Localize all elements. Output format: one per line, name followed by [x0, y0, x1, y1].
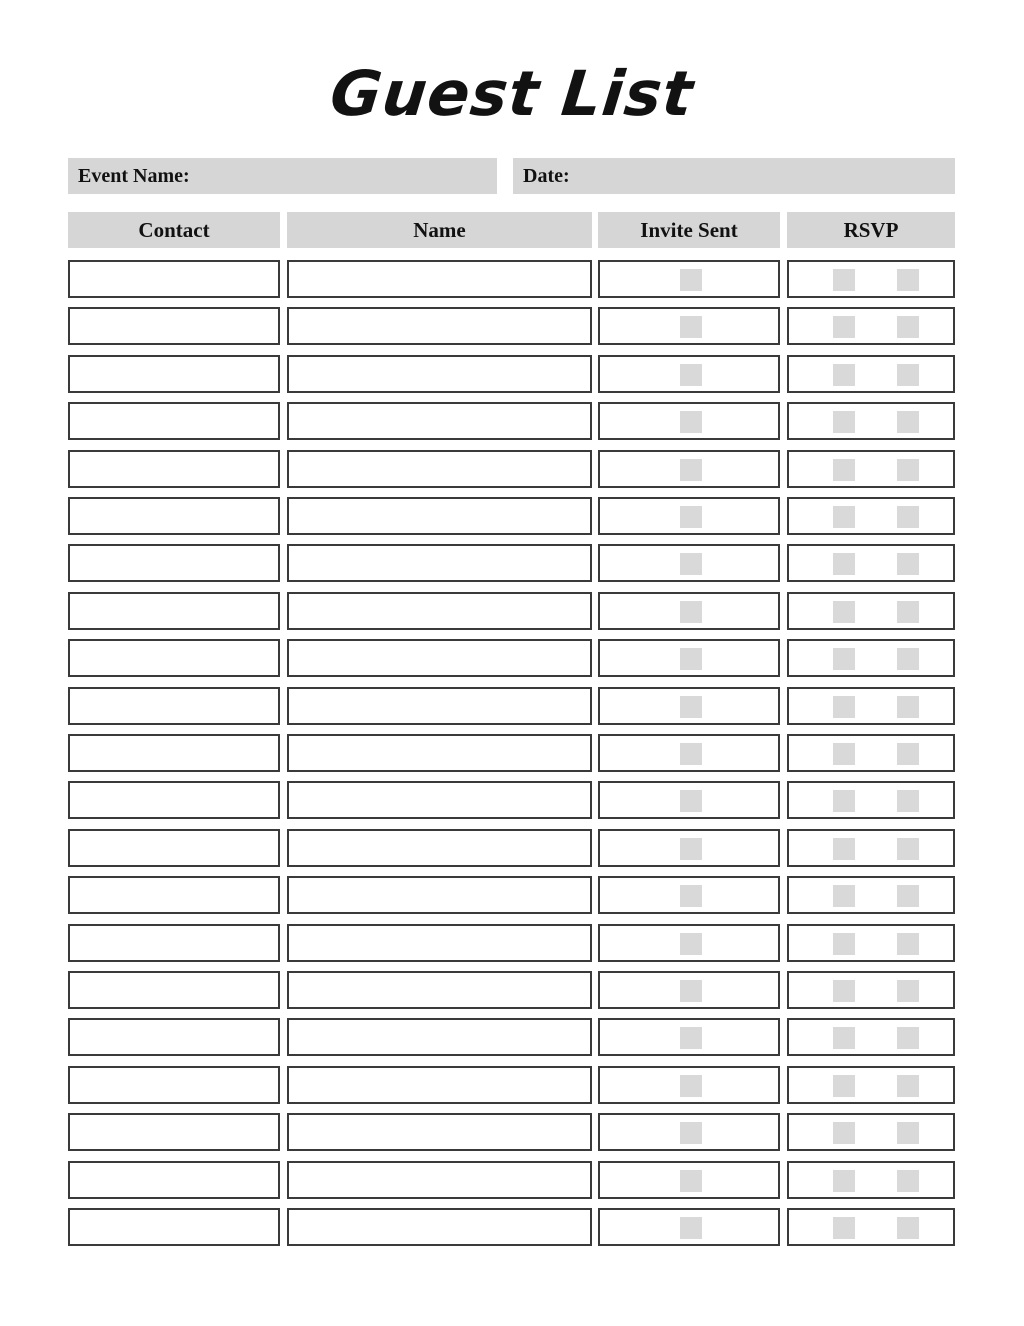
- rsvp-checkbox-2[interactable]: [897, 933, 919, 955]
- table-row: [0, 971, 1024, 1009]
- cell-rsvp: [787, 876, 955, 914]
- table-row: [0, 402, 1024, 440]
- table-row: [0, 260, 1024, 298]
- rsvp-checkbox-1[interactable]: [833, 696, 855, 718]
- invite-sent-checkbox[interactable]: [680, 696, 702, 718]
- cell-invite-sent: [598, 639, 780, 677]
- cell-rsvp: [787, 971, 955, 1009]
- cell-contact[interactable]: [68, 876, 280, 914]
- cell-name[interactable]: [287, 876, 592, 914]
- rsvp-checkbox-1[interactable]: [833, 790, 855, 812]
- rsvp-checkbox-2[interactable]: [897, 648, 919, 670]
- cell-invite-sent: [598, 876, 780, 914]
- invite-sent-checkbox[interactable]: [680, 743, 702, 765]
- table-row: [0, 1161, 1024, 1199]
- rsvp-checkbox-2[interactable]: [897, 269, 919, 291]
- invite-sent-checkbox[interactable]: [680, 1122, 702, 1144]
- cell-rsvp: [787, 355, 955, 393]
- cell-invite-sent: [598, 1208, 780, 1246]
- column-header-invite-sent: Invite Sent: [598, 212, 780, 248]
- rsvp-checkbox-1[interactable]: [833, 553, 855, 575]
- rsvp-checkbox-1[interactable]: [833, 1170, 855, 1192]
- invite-sent-checkbox[interactable]: [680, 1075, 702, 1097]
- rsvp-checkbox-1[interactable]: [833, 933, 855, 955]
- invite-sent-checkbox[interactable]: [680, 411, 702, 433]
- table-row: [0, 307, 1024, 345]
- invite-sent-checkbox[interactable]: [680, 933, 702, 955]
- cell-rsvp: [787, 1113, 955, 1151]
- rsvp-checkbox-1[interactable]: [833, 411, 855, 433]
- cell-rsvp: [787, 402, 955, 440]
- cell-invite-sent: [598, 355, 780, 393]
- rsvp-checkbox-2[interactable]: [897, 316, 919, 338]
- cell-invite-sent: [598, 592, 780, 630]
- rsvp-checkbox-1[interactable]: [833, 648, 855, 670]
- cell-rsvp: [787, 639, 955, 677]
- rsvp-checkbox-1[interactable]: [833, 269, 855, 291]
- rsvp-checkbox-2[interactable]: [897, 885, 919, 907]
- cell-rsvp: [787, 260, 955, 298]
- rsvp-checkbox-1[interactable]: [833, 316, 855, 338]
- table-row: [0, 781, 1024, 819]
- invite-sent-checkbox[interactable]: [680, 790, 702, 812]
- cell-contact[interactable]: [68, 497, 280, 535]
- column-header-name: Name: [287, 212, 592, 248]
- cell-invite-sent: [598, 1161, 780, 1199]
- cell-contact[interactable]: [68, 1113, 280, 1151]
- cell-rsvp: [787, 497, 955, 535]
- cell-contact[interactable]: [68, 924, 280, 962]
- cell-contact[interactable]: [68, 781, 280, 819]
- cell-contact[interactable]: [68, 355, 280, 393]
- table-row: [0, 734, 1024, 772]
- table-row: [0, 1066, 1024, 1104]
- cell-name[interactable]: [287, 450, 592, 488]
- cell-name[interactable]: [287, 1208, 592, 1246]
- rsvp-checkbox-1[interactable]: [833, 885, 855, 907]
- invite-sent-checkbox[interactable]: [680, 459, 702, 481]
- rsvp-checkbox-2[interactable]: [897, 696, 919, 718]
- cell-rsvp: [787, 734, 955, 772]
- rsvp-checkbox-1[interactable]: [833, 743, 855, 765]
- cell-contact[interactable]: [68, 1018, 280, 1056]
- cell-contact[interactable]: [68, 1208, 280, 1246]
- cell-name[interactable]: [287, 592, 592, 630]
- cell-contact[interactable]: [68, 1066, 280, 1104]
- rsvp-checkbox-1[interactable]: [833, 1027, 855, 1049]
- invite-sent-checkbox[interactable]: [680, 1170, 702, 1192]
- cell-name[interactable]: [287, 1113, 592, 1151]
- table-row: [0, 829, 1024, 867]
- cell-name[interactable]: [287, 924, 592, 962]
- rsvp-checkbox-2[interactable]: [897, 1122, 919, 1144]
- cell-name[interactable]: [287, 355, 592, 393]
- cell-name[interactable]: [287, 639, 592, 677]
- cell-invite-sent: [598, 544, 780, 582]
- cell-name[interactable]: [287, 1161, 592, 1199]
- table-row: [0, 687, 1024, 725]
- cell-name[interactable]: [287, 829, 592, 867]
- invite-sent-checkbox[interactable]: [680, 1217, 702, 1239]
- cell-rsvp: [787, 1066, 955, 1104]
- event-name-label: Event Name:: [78, 165, 190, 187]
- rsvp-checkbox-2[interactable]: [897, 838, 919, 860]
- cell-invite-sent: [598, 1113, 780, 1151]
- invite-sent-checkbox[interactable]: [680, 316, 702, 338]
- invite-sent-checkbox[interactable]: [680, 364, 702, 386]
- cell-contact[interactable]: [68, 450, 280, 488]
- cell-contact[interactable]: [68, 829, 280, 867]
- cell-name[interactable]: [287, 307, 592, 345]
- cell-rsvp: [787, 592, 955, 630]
- cell-contact[interactable]: [68, 307, 280, 345]
- invite-sent-checkbox[interactable]: [680, 553, 702, 575]
- cell-name[interactable]: [287, 687, 592, 725]
- invite-sent-checkbox[interactable]: [680, 506, 702, 528]
- cell-rsvp: [787, 924, 955, 962]
- cell-contact[interactable]: [68, 971, 280, 1009]
- cell-name[interactable]: [287, 402, 592, 440]
- table-row: [0, 1018, 1024, 1056]
- cell-name[interactable]: [287, 544, 592, 582]
- cell-invite-sent: [598, 307, 780, 345]
- invite-sent-checkbox[interactable]: [680, 980, 702, 1002]
- cell-rsvp: [787, 307, 955, 345]
- cell-contact[interactable]: [68, 544, 280, 582]
- cell-name[interactable]: [287, 497, 592, 535]
- rsvp-checkbox-1[interactable]: [833, 601, 855, 623]
- rsvp-checkbox-2[interactable]: [897, 411, 919, 433]
- date-label: Date:: [523, 165, 570, 187]
- cell-name[interactable]: [287, 734, 592, 772]
- cell-name[interactable]: [287, 1018, 592, 1056]
- column-header-contact: Contact: [68, 212, 280, 248]
- cell-contact[interactable]: [68, 260, 280, 298]
- rsvp-checkbox-1[interactable]: [833, 1122, 855, 1144]
- cell-invite-sent: [598, 924, 780, 962]
- rsvp-checkbox-1[interactable]: [833, 364, 855, 386]
- page-title: Guest List: [326, 57, 698, 130]
- cell-rsvp: [787, 687, 955, 725]
- cell-name[interactable]: [287, 260, 592, 298]
- table-row: [0, 924, 1024, 962]
- rsvp-checkbox-2[interactable]: [897, 506, 919, 528]
- rsvp-checkbox-2[interactable]: [897, 364, 919, 386]
- invite-sent-checkbox[interactable]: [680, 1027, 702, 1049]
- table-row: [0, 497, 1024, 535]
- cell-contact[interactable]: [68, 1161, 280, 1199]
- cell-invite-sent: [598, 687, 780, 725]
- cell-invite-sent: [598, 450, 780, 488]
- table-row: [0, 592, 1024, 630]
- cell-invite-sent: [598, 1066, 780, 1104]
- cell-invite-sent: [598, 497, 780, 535]
- cell-name[interactable]: [287, 1066, 592, 1104]
- invite-sent-checkbox[interactable]: [680, 269, 702, 291]
- rsvp-checkbox-2[interactable]: [897, 459, 919, 481]
- cell-rsvp: [787, 1161, 955, 1199]
- cell-invite-sent: [598, 402, 780, 440]
- column-header-rsvp: RSVP: [787, 212, 955, 248]
- cell-rsvp: [787, 544, 955, 582]
- cell-contact[interactable]: [68, 592, 280, 630]
- rsvp-checkbox-2[interactable]: [897, 601, 919, 623]
- cell-invite-sent: [598, 829, 780, 867]
- rsvp-checkbox-2[interactable]: [897, 1217, 919, 1239]
- cell-contact[interactable]: [68, 402, 280, 440]
- cell-name[interactable]: [287, 971, 592, 1009]
- invite-sent-checkbox[interactable]: [680, 885, 702, 907]
- cell-rsvp: [787, 450, 955, 488]
- invite-sent-checkbox[interactable]: [680, 601, 702, 623]
- cell-invite-sent: [598, 1018, 780, 1056]
- rsvp-checkbox-1[interactable]: [833, 838, 855, 860]
- cell-rsvp: [787, 1208, 955, 1246]
- rsvp-checkbox-1[interactable]: [833, 506, 855, 528]
- rsvp-checkbox-2[interactable]: [897, 1075, 919, 1097]
- cell-rsvp: [787, 1018, 955, 1056]
- cell-invite-sent: [598, 734, 780, 772]
- cell-invite-sent: [598, 971, 780, 1009]
- cell-contact[interactable]: [68, 687, 280, 725]
- cell-rsvp: [787, 829, 955, 867]
- cell-name[interactable]: [287, 781, 592, 819]
- rsvp-checkbox-1[interactable]: [833, 459, 855, 481]
- rsvp-checkbox-2[interactable]: [897, 1170, 919, 1192]
- cell-invite-sent: [598, 260, 780, 298]
- table-row: [0, 639, 1024, 677]
- table-row: [0, 450, 1024, 488]
- invite-sent-checkbox[interactable]: [680, 648, 702, 670]
- rsvp-checkbox-1[interactable]: [833, 980, 855, 1002]
- table-row: [0, 544, 1024, 582]
- table-row: [0, 876, 1024, 914]
- rsvp-checkbox-2[interactable]: [897, 790, 919, 812]
- table-row: [0, 355, 1024, 393]
- rsvp-checkbox-2[interactable]: [897, 1027, 919, 1049]
- rsvp-checkbox-2[interactable]: [897, 553, 919, 575]
- cell-invite-sent: [598, 781, 780, 819]
- cell-contact[interactable]: [68, 734, 280, 772]
- rsvp-checkbox-1[interactable]: [833, 1217, 855, 1239]
- table-row: [0, 1113, 1024, 1151]
- table-row: [0, 1208, 1024, 1246]
- invite-sent-checkbox[interactable]: [680, 838, 702, 860]
- rsvp-checkbox-2[interactable]: [897, 980, 919, 1002]
- cell-rsvp: [787, 781, 955, 819]
- rsvp-checkbox-1[interactable]: [833, 1075, 855, 1097]
- rsvp-checkbox-2[interactable]: [897, 743, 919, 765]
- cell-contact[interactable]: [68, 639, 280, 677]
